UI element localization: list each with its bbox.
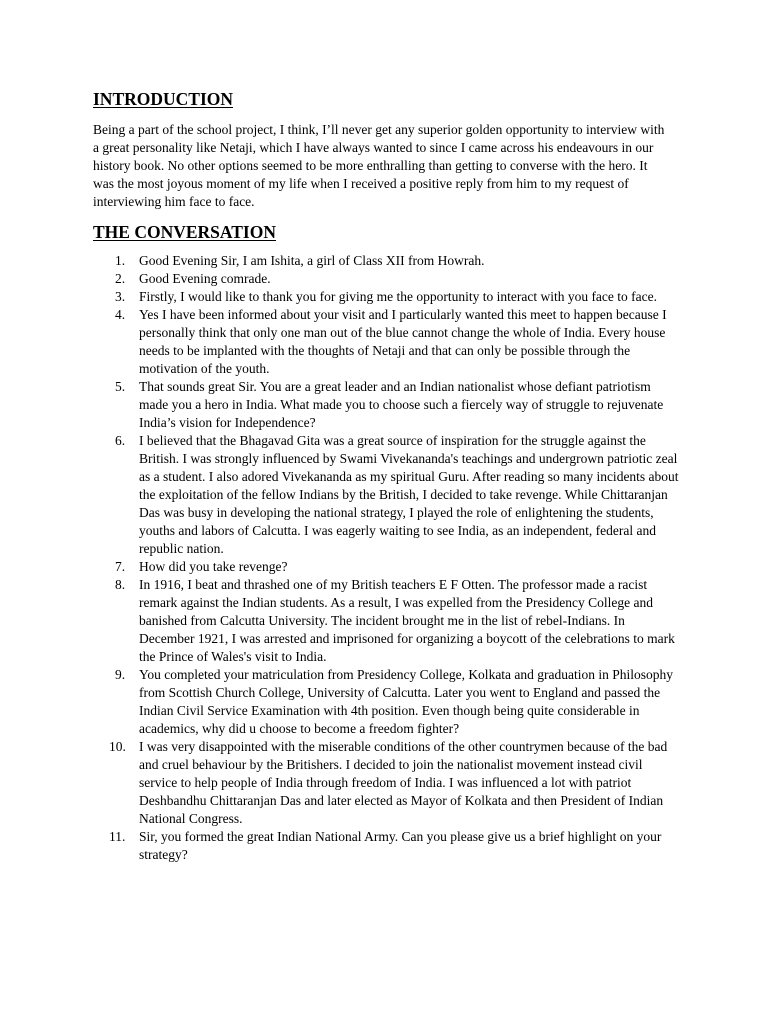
item-number: 2. xyxy=(115,271,126,286)
item-text: Good Evening Sir, I am Ishita, a girl of Class XII from Howrah. xyxy=(139,253,485,268)
item-text: Yes I have been informed about your visit and I particularly wanted this meet to happen because I personally think that only one man out of the blue cannot change the whole of India. Every house needs to be implanted with the thoughts of Netaji and that can only be possible through the motivation of the youth. xyxy=(139,307,667,376)
item-text: Firstly, I would like to thank you for giving me the opportunity to interact with you face to face. xyxy=(139,289,658,304)
item-number: 7. xyxy=(115,559,126,574)
list-item xyxy=(93,738,679,828)
item-text: Sir, you formed the great Indian National Army. Can you please give us a brief highlight on your strategy? xyxy=(139,829,662,862)
item-text: I was very disappointed with the miserable conditions of the other countrymen because of the bad and cruel behaviour by the Britishers. I decided to join the nationalist movement instead civil service to help people of India through freedom of India. I was influenced a lot with patriot Deshbandhu Chittaranjan Das and later elected as Mayor of Kolkata and then President of Indian National Congress. xyxy=(139,739,668,826)
item-number: 11. xyxy=(109,829,126,844)
item-number: 4. xyxy=(115,307,126,322)
item-number: 6. xyxy=(115,433,126,448)
item-text: How did you take revenge? xyxy=(139,559,288,574)
item-number: 9. xyxy=(115,667,126,682)
list-item xyxy=(93,576,679,666)
conversation-list xyxy=(93,252,683,864)
list-item xyxy=(93,828,679,864)
introduction-paragraph: Being a part of the school project, I think, I’ll never get any superior golden opportunity to interview with a great personality like Netaji, which I have always wanted to since I came across his endeavours in our history book. No other options seemed to be more enthralling than getting to converse with the hero. It was the most joyous moment of my life when I received a positive reply from him to my request of interviewing him face to face. xyxy=(93,122,665,209)
list-item xyxy=(93,378,679,432)
list-item xyxy=(93,252,679,270)
item-text: In 1916, I beat and thrashed one of my British teachers E F Otten. The professor made a racist remark against the Indian students. As a result, I was expelled from the Presidency College and banished from Calcutta University. The incident brought me in the list of rebel-Indians. In December 1921, I was arrested and imprisoned for organizing a boycott of the celebrations to mark the Prince of Wales's visit to India. xyxy=(139,577,675,664)
list-item xyxy=(93,288,679,306)
item-number: 5. xyxy=(115,379,126,394)
conversation-heading: THE CONVERSATION xyxy=(93,222,276,242)
item-number: 1. xyxy=(115,253,126,268)
item-text: I believed that the Bhagavad Gita was a great source of inspiration for the struggle against the British. I was strongly influenced by Swami Vivekananda's teachings and undergrown patriotic zeal as a student. I also adored Vivekananda as my spiritual Guru. After reading so many incidents about the exploitation of the fellow Indians by the British, I decided to take revenge. While Chittaranjan Das was busy in developing the national strategy, I played the role of enlightening the students, youths and labors of Calcutta. I was eagerly waiting to see India, as an independent, federal and republic nation. xyxy=(139,433,679,556)
list-item xyxy=(93,558,679,576)
item-text: You completed your matriculation from Presidency College, Kolkata and graduation in Philosophy from Scottish Church College, University of Calcutta. Later you went to England and passed the Indian Civil Service Examination with 4th position. Even though being quite considerable in academics, why did u choose to become a freedom fighter? xyxy=(139,667,674,736)
list-item xyxy=(93,270,679,288)
item-text: That sounds great Sir. You are a great leader and an Indian nationalist whose defiant patriotism made you a hero in India. What made you to choose such a fiercely way of struggle to rejuvenate India’s vision for Independence? xyxy=(139,379,664,430)
introduction-heading: INTRODUCTION xyxy=(93,89,234,109)
list-item xyxy=(93,306,679,378)
list-item xyxy=(93,666,679,738)
item-number: 3. xyxy=(115,289,126,304)
item-number: 8. xyxy=(115,577,126,592)
item-number: 10. xyxy=(109,739,126,754)
document-page xyxy=(93,88,683,864)
item-text: Good Evening comrade. xyxy=(139,271,271,286)
list-item xyxy=(93,432,679,558)
